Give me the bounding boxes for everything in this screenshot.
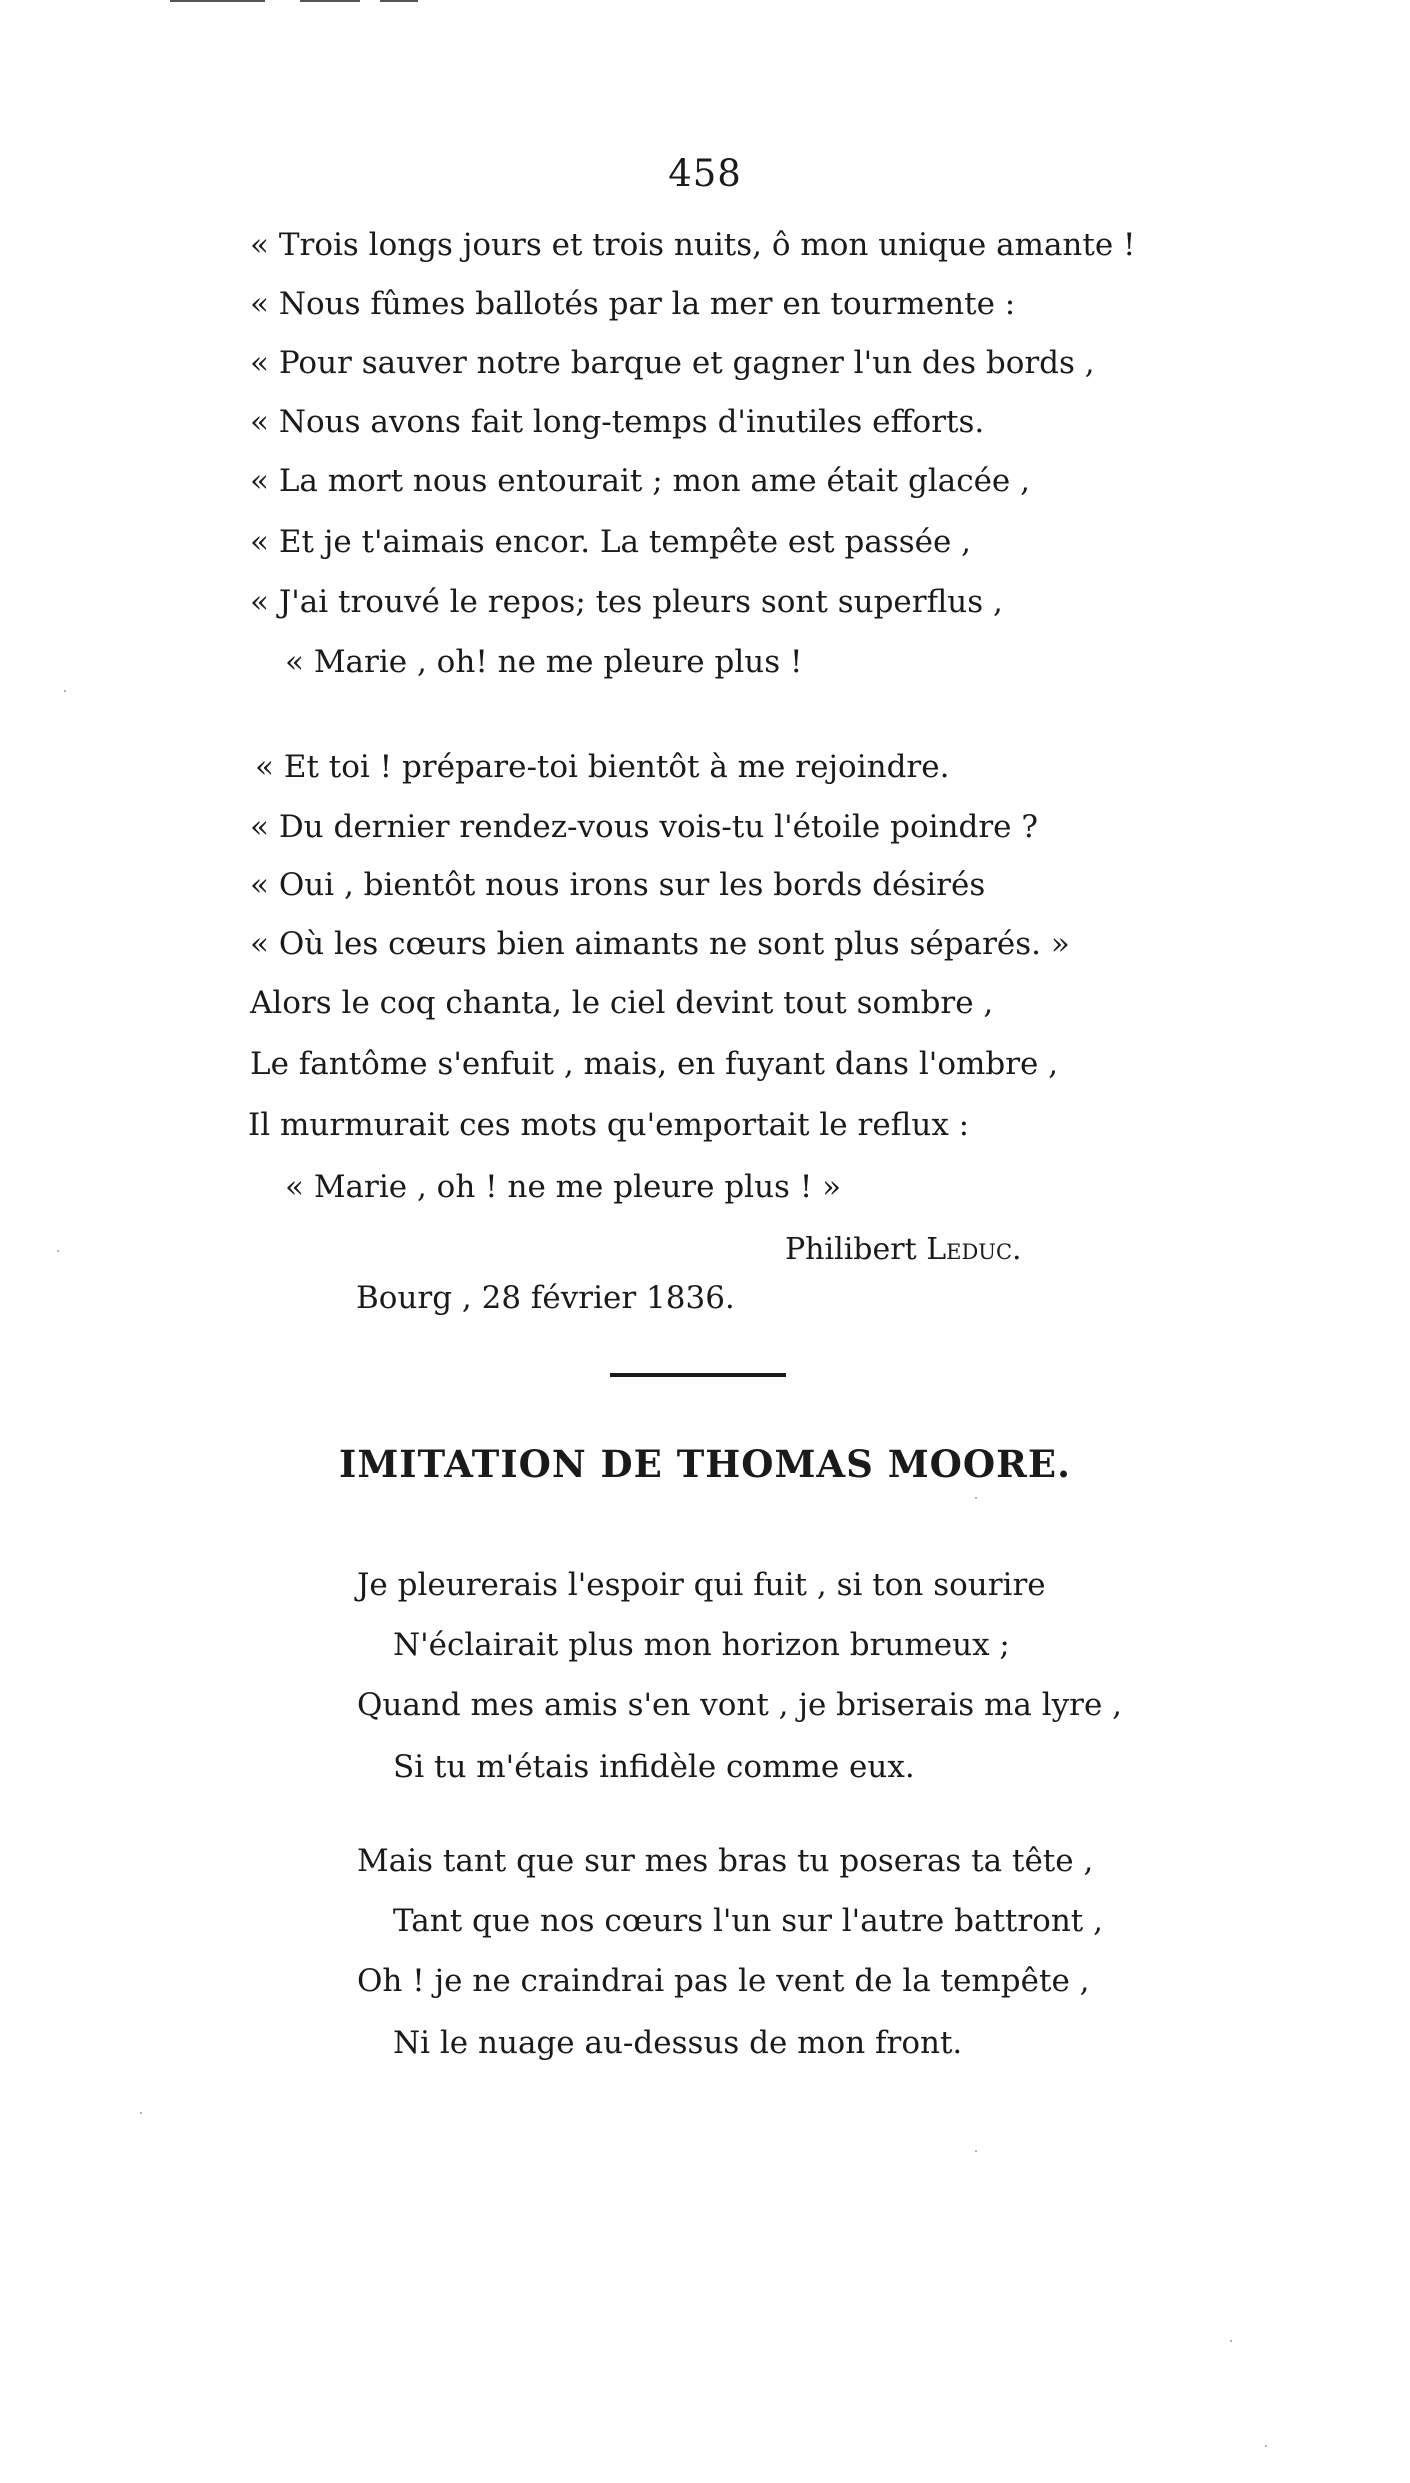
author-last-name: Leduc. [926, 1232, 1022, 1267]
verse-line: Tant que nos cœurs l'un sur l'autre battront , [393, 1903, 1103, 1939]
verse-line: Mais tant que sur mes bras tu poseras ta tête , [357, 1843, 1094, 1879]
verse-line: « Pour sauver notre barque et gagner l'un des bords , [250, 345, 1095, 381]
scan-speck [1265, 2445, 1267, 2447]
verse-line: « Où les cœurs bien aimants ne sont plus séparés. » [250, 926, 1070, 962]
verse-line: N'éclairait plus mon horizon brumeux ; [393, 1627, 1010, 1663]
verse-line: « Nous avons fait long-temps d'inutiles efforts. [250, 404, 985, 440]
verse-line: « Trois longs jours et trois nuits, ô mon unique amante ! [250, 227, 1136, 263]
verse-line: Oh ! je ne craindrai pas le vent de la tempête , [357, 1963, 1090, 1999]
verse-line: « Oui , bientôt nous irons sur les bords désirés [250, 867, 986, 903]
verse-line: Le fantôme s'enfuit , mais, en fuyant dans l'ombre , [250, 1046, 1059, 1082]
scan-speck [57, 1250, 59, 1252]
scan-speck [140, 2112, 142, 2114]
verse-line: Ni le nuage au-dessus de mon front. [393, 2025, 963, 2061]
place-date: Bourg , 28 février 1836. [356, 1280, 735, 1316]
verse-line: « J'ai trouvé le repos; tes pleurs sont superflus , [250, 584, 1003, 620]
verse-line: « Et toi ! prépare-toi bientôt à me rejoindre. [255, 749, 950, 785]
top-scan-rule [300, 0, 360, 2]
verse-line: Il murmurait ces mots qu'emportait le reflux : [248, 1107, 970, 1143]
scan-speck [975, 1497, 977, 1499]
section-title: IMITATION DE THOMAS MOORE. [339, 1442, 1071, 1486]
verse-line: « La mort nous entourait ; mon ame était glacée , [250, 463, 1030, 499]
verse-line: Quand mes amis s'en vont , je briserais ma lyre , [357, 1687, 1122, 1723]
verse-line: Si tu m'étais infidèle comme eux. [393, 1749, 915, 1785]
scan-speck [975, 2150, 977, 2152]
verse-line: Je pleurerais l'espoir qui fuit , si ton sourire [357, 1567, 1046, 1603]
scan-speck [64, 690, 66, 692]
verse-line: « Et je t'aimais encor. La tempête est passée , [250, 524, 972, 560]
verse-line: Alors le coq chanta, le ciel devint tout sombre , [250, 985, 994, 1021]
verse-line: « Du dernier rendez-vous vois-tu l'étoile poindre ? [250, 809, 1038, 845]
scan-speck [1230, 2340, 1232, 2342]
author-first-name: Philibert [785, 1232, 917, 1267]
refrain-line: « Marie , oh ! ne me pleure plus ! » [285, 1169, 842, 1205]
section-divider [610, 1373, 786, 1377]
page-number: 458 [668, 152, 742, 195]
top-scan-rule [170, 0, 265, 2]
author-signature [785, 1232, 1022, 1267]
top-scan-rule [380, 0, 418, 2]
refrain-line: « Marie , oh! ne me pleure plus ! [285, 644, 803, 680]
verse-line: « Nous fûmes ballotés par la mer en tourmente : [250, 286, 1016, 322]
